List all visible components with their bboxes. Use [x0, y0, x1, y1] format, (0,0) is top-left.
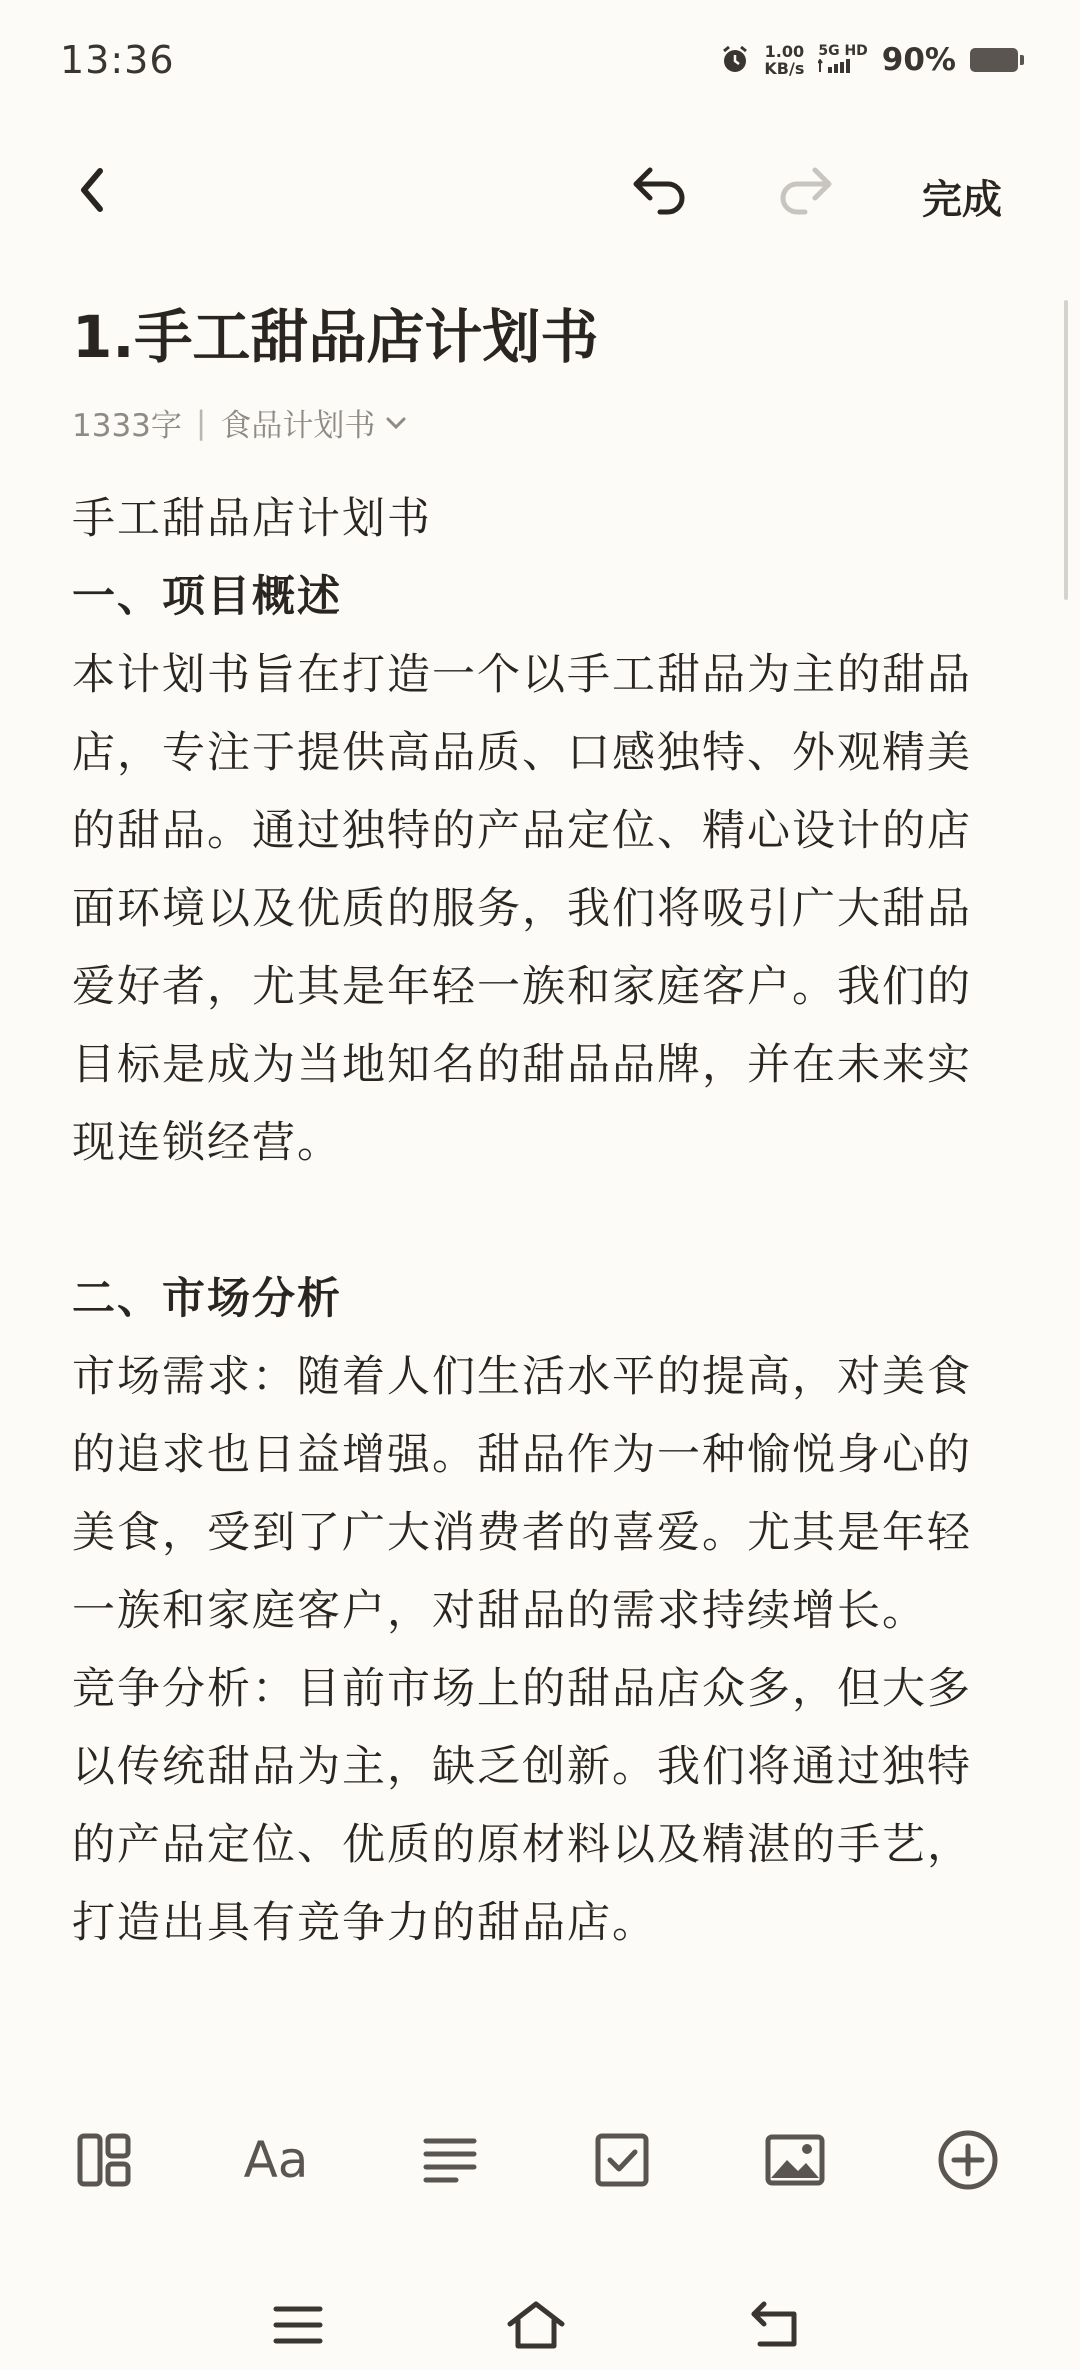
done-button[interactable]: 完成: [922, 177, 1002, 223]
status-bar: [0, 0, 1080, 125]
note-body[interactable]: [72, 480, 1012, 1962]
network-indicator: [818, 43, 867, 77]
checkbox-icon[interactable]: [582, 2120, 662, 2200]
doc-heading: 手工甜品店计划书: [72, 494, 432, 544]
paragraph: 市场需求：随着人们生活水平的提高，对美食的追求也日益增强。甜品作为一种愉悦身心的美食，受到了广大消费者的喜爱。尤其是年轻一族和家庭客户，对甜品的需求持续增长。: [72, 1352, 972, 1636]
blank-line: [72, 1182, 1012, 1260]
status-icons: [720, 40, 1018, 80]
note-title[interactable]: 1.手工甜品店计划书: [72, 303, 599, 371]
category-selector[interactable]: [220, 400, 409, 445]
section-heading: 二、市场分析: [72, 1274, 342, 1324]
category-label: 食品计划书: [220, 408, 376, 444]
note-meta: [72, 400, 409, 445]
layout-icon[interactable]: [64, 2120, 144, 2200]
battery-percent: 90%: [881, 42, 956, 78]
image-icon[interactable]: [755, 2120, 835, 2200]
editor-toolbar: [0, 2120, 1080, 2200]
status-time: 13:36: [60, 38, 175, 82]
alarm-icon: [720, 45, 750, 75]
network-label: 5G HD: [818, 43, 868, 59]
speed-unit: KB/s: [764, 59, 805, 78]
paragraph: 竞争分析：目前市场上的甜品店众多，但大多以传统甜品为主，缺乏创新。我们将通过独特的产品定位、优质的原材料以及精湛的手艺，打造出具有竞争力的甜品店。: [72, 1664, 972, 1948]
back-nav-icon[interactable]: [734, 2290, 814, 2360]
home-icon[interactable]: [496, 2290, 576, 2360]
speed-value: 1.00: [764, 42, 805, 61]
paragraph-icon[interactable]: [410, 2120, 490, 2200]
signal-icon: [818, 59, 854, 73]
top-bar: [0, 150, 1080, 230]
text-format-icon[interactable]: Aa: [243, 2131, 309, 2189]
chevron-down-icon: [383, 413, 409, 433]
system-nav-bar: [0, 2290, 1080, 2370]
scrollbar[interactable]: [1064, 300, 1068, 600]
add-icon[interactable]: [928, 2120, 1008, 2200]
undo-icon[interactable]: [620, 150, 700, 230]
section-heading: 一、项目概述: [72, 572, 342, 622]
redo-icon[interactable]: [765, 150, 845, 230]
network-speed: [764, 43, 804, 77]
paragraph: 本计划书旨在打造一个以手工甜品为主的甜品店，专注于提供高品质、口感独特、外观精美的甜品。通过独特的产品定位、精心设计的店面环境以及优质的服务，我们将吸引广大甜品爱好者，尤其是年轻一族和家庭客户。我们的目标是成为当地知名的甜品品牌，并在未来实现连锁经营。: [72, 650, 972, 1168]
back-icon[interactable]: [52, 150, 132, 230]
menu-icon[interactable]: [258, 2290, 338, 2360]
word-count: 1333字: [72, 408, 182, 444]
battery-icon: [970, 48, 1018, 72]
meta-divider: |: [195, 404, 207, 441]
